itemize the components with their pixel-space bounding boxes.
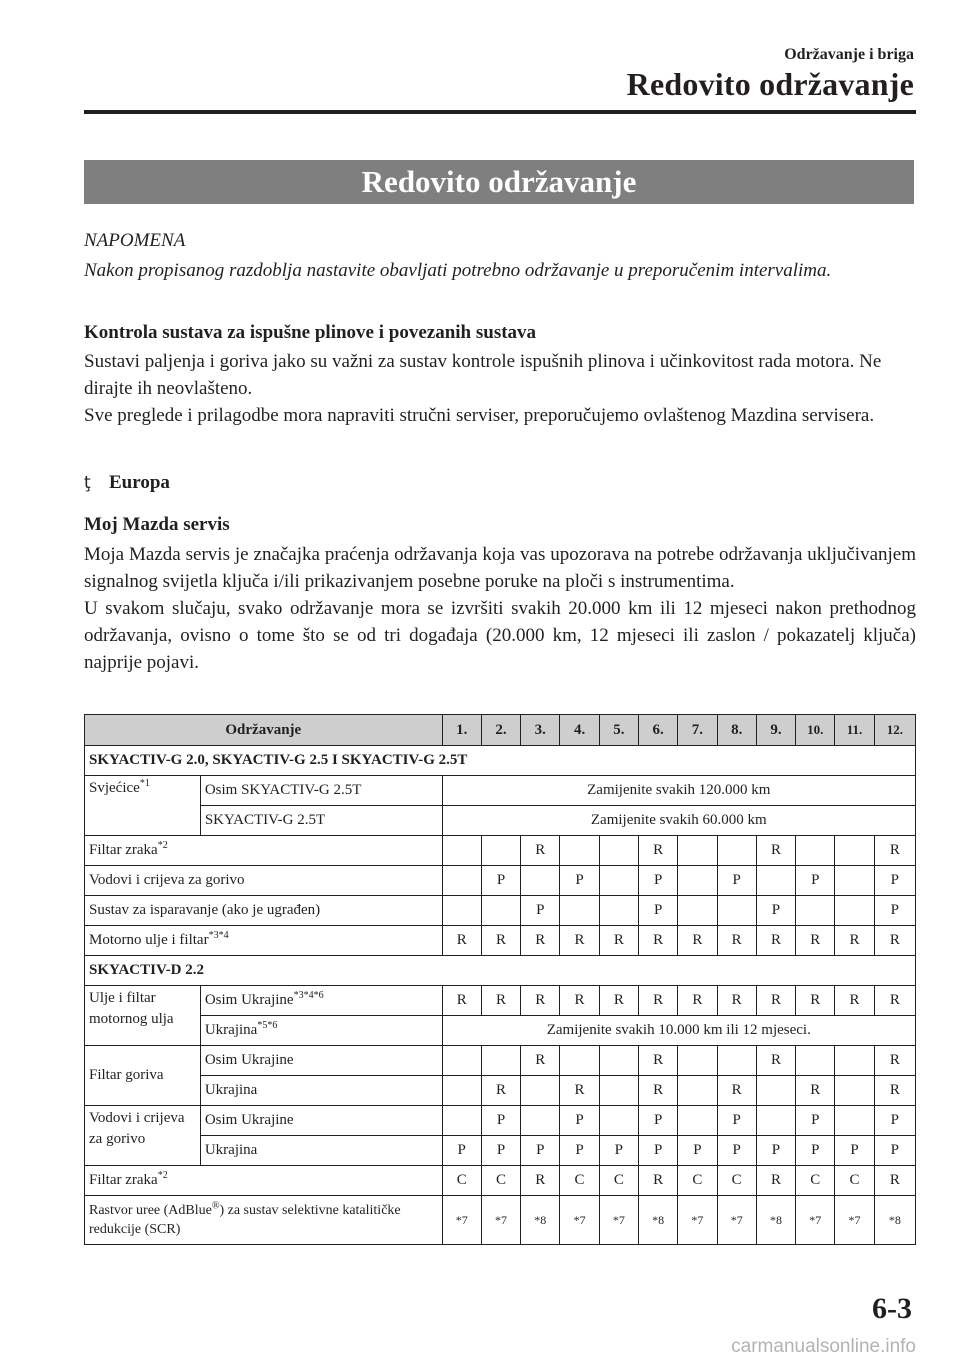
interval-cell: P	[756, 1136, 795, 1166]
interval-cell: R	[521, 986, 560, 1016]
section-row-petrol	[85, 746, 916, 776]
footnote-ref: *5*6	[257, 1020, 278, 1031]
interval-cell	[678, 836, 717, 866]
table-row	[85, 986, 916, 1016]
interval-cell: R	[756, 986, 795, 1016]
interval-cell	[678, 1106, 717, 1136]
interval-cell: R	[599, 986, 638, 1016]
interval-cell: P	[678, 1136, 717, 1166]
interval-cell	[442, 896, 481, 926]
header-interval-9: 9.	[756, 715, 795, 746]
interval-cell: P	[638, 1106, 677, 1136]
moj-mazda-heading: Moj Mazda servis	[84, 514, 230, 535]
interval-cell: R	[560, 1076, 599, 1106]
interval-cell: P	[560, 866, 599, 896]
interval-cell: *7	[717, 1196, 756, 1245]
interval-cell: R	[874, 1046, 915, 1076]
interval-cell: P	[638, 896, 677, 926]
header-interval-4: 4.	[560, 715, 599, 746]
svjecice-text: Svjećice	[89, 780, 140, 796]
interval-cell	[481, 1046, 520, 1076]
svjecice-text-2: Zamijenite svakih 60.000 km	[442, 806, 915, 836]
interval-cell: R	[442, 986, 481, 1016]
interval-cell	[521, 1106, 560, 1136]
interval-cell: C	[560, 1166, 599, 1196]
table-row	[85, 1136, 916, 1166]
header-interval-5: 5.	[599, 715, 638, 746]
interval-cell: *8	[521, 1196, 560, 1245]
interval-cell: R	[521, 836, 560, 866]
europa-heading	[84, 472, 916, 494]
interval-cell	[560, 836, 599, 866]
row-label-text: Motorno ulje i filtar	[89, 932, 209, 948]
interval-cell: C	[442, 1166, 481, 1196]
interval-cell	[560, 1046, 599, 1076]
table-row	[85, 806, 916, 836]
interval-cell: R	[638, 1166, 677, 1196]
filtar-goriva-sub-1: Osim Ukrajine	[200, 1046, 442, 1076]
interval-cell: *8	[874, 1196, 915, 1245]
filtar-zraka-diesel-text: Filtar zraka	[89, 1172, 158, 1188]
interval-cell	[481, 836, 520, 866]
row-label-text: Sustav za isparavanje (ako je ugrađen)	[89, 902, 321, 918]
interval-cell: P	[835, 1136, 874, 1166]
interval-cell: R	[874, 1076, 915, 1106]
footnote-ref: *2	[157, 840, 168, 851]
interval-cell: R	[835, 986, 874, 1016]
interval-cell: P	[874, 896, 915, 926]
adblue-text-b: ) za sustav selektivne katalitičke redukcije (SCR)	[89, 1203, 401, 1237]
interval-cell	[835, 866, 874, 896]
emission-text	[84, 348, 916, 429]
bullet-icon: ţ	[84, 473, 91, 493]
interval-cell: R	[756, 1046, 795, 1076]
petrol-row-label	[85, 896, 443, 926]
interval-cell: *8	[756, 1196, 795, 1245]
interval-cell: *7	[599, 1196, 638, 1245]
interval-cell	[756, 1076, 795, 1106]
interval-cell: *7	[835, 1196, 874, 1245]
emission-paragraph-1: Sustavi paljenja i goriva jako su važni za sustav kontrole ispušnih plinova i učinkovitost rada motora. Ne dirajte ih neovlašteno.	[84, 351, 882, 399]
interval-cell: R	[835, 926, 874, 956]
header-divider	[84, 110, 916, 114]
table-row	[85, 1046, 916, 1076]
interval-cell: P	[560, 1106, 599, 1136]
note-title: NAPOMENA	[84, 230, 186, 251]
table-row	[85, 866, 916, 896]
vodovi-sub-2: Ukrajina	[200, 1136, 442, 1166]
interval-cell	[756, 866, 795, 896]
interval-cell: P	[638, 866, 677, 896]
interval-cell	[599, 866, 638, 896]
moj-mazda-text	[84, 541, 916, 676]
header-interval-12: 12.	[874, 715, 915, 746]
interval-cell: P	[481, 1136, 520, 1166]
ulje-sub-2-text: Ukrajina	[204, 1022, 258, 1038]
interval-cell	[717, 1046, 756, 1076]
page-number: 6-3	[872, 1292, 912, 1325]
interval-cell: R	[638, 1076, 677, 1106]
table-row	[85, 896, 916, 926]
interval-cell: *7	[442, 1196, 481, 1245]
interval-cell	[599, 1076, 638, 1106]
interval-cell	[442, 1076, 481, 1106]
interval-cell: P	[717, 866, 756, 896]
header-interval-6: 6.	[638, 715, 677, 746]
interval-cell	[835, 1106, 874, 1136]
interval-cell: R	[481, 1076, 520, 1106]
ulje-sub-2	[200, 1016, 442, 1046]
adblue-text-a: Rastvor uree (AdBlue	[89, 1203, 212, 1218]
adblue-label	[85, 1196, 443, 1245]
ulje-sub-1	[200, 986, 442, 1016]
interval-cell: R	[717, 1076, 756, 1106]
table-row	[85, 1166, 916, 1196]
interval-cell: P	[521, 1136, 560, 1166]
interval-cell: P	[796, 866, 835, 896]
interval-cell: R	[481, 926, 520, 956]
interval-cell	[835, 836, 874, 866]
interval-cell: R	[599, 926, 638, 956]
interval-cell	[717, 836, 756, 866]
interval-cell: R	[796, 1076, 835, 1106]
interval-cell	[599, 836, 638, 866]
interval-cell	[599, 1046, 638, 1076]
interval-cell: P	[874, 1136, 915, 1166]
moj-mazda-paragraph-1: Moja Mazda servis je značajka praćenja održavanja koja vas upozorava na potrebe održavanja uključivanjem signalnog svijetla ključa i/ili prikazivanjem posebne poruke na ploči s instrumentima.	[84, 544, 916, 592]
section-row-diesel	[85, 956, 916, 986]
interval-cell	[442, 866, 481, 896]
header-interval-3: 3.	[521, 715, 560, 746]
interval-cell	[835, 896, 874, 926]
interval-cell	[796, 836, 835, 866]
footnote-ref: *3*4*6	[293, 990, 324, 1001]
header-interval-2: 2.	[481, 715, 520, 746]
footnote-ref: *1	[139, 778, 150, 789]
interval-cell	[560, 896, 599, 926]
interval-cell: R	[481, 986, 520, 1016]
interval-cell	[678, 1076, 717, 1106]
table-row	[85, 926, 916, 956]
footnote-ref: *2	[157, 1170, 168, 1181]
emission-paragraph-2: Sve preglede i prilagodbe mora napraviti stručni serviser, preporučujemo ovlaštenog Mazdina servisera.	[84, 405, 875, 426]
interval-cell	[442, 1046, 481, 1076]
ulje-label: Ulje i filtar motornog ulja	[85, 986, 201, 1046]
chapter-title: Održavanje i briga	[784, 46, 914, 63]
interval-cell: C	[481, 1166, 520, 1196]
interval-cell: R	[756, 1166, 795, 1196]
interval-cell: R	[560, 986, 599, 1016]
filtar-goriva-label: Filtar goriva	[85, 1046, 201, 1106]
interval-cell: C	[796, 1166, 835, 1196]
interval-cell: R	[638, 926, 677, 956]
table-header-row	[85, 715, 916, 746]
interval-cell: P	[638, 1136, 677, 1166]
header-interval-7: 7.	[678, 715, 717, 746]
interval-cell	[599, 896, 638, 926]
page-title: Redovito održavanje	[626, 66, 914, 102]
table-row	[85, 1196, 916, 1245]
interval-cell	[442, 1106, 481, 1136]
row-label-text: Vodovi i crijeva za gorivo	[89, 872, 245, 888]
interval-cell: C	[835, 1166, 874, 1196]
ulje-sub-1-text: Osim Ukrajine	[204, 992, 294, 1008]
interval-cell: R	[521, 926, 560, 956]
header-maintenance: Održavanje	[85, 715, 443, 746]
row-label-text: Filtar zraka	[89, 842, 158, 858]
interval-cell: P	[521, 896, 560, 926]
interval-cell: *8	[638, 1196, 677, 1245]
interval-cell: R	[756, 836, 795, 866]
emission-heading: Kontrola sustava za ispušne plinove i povezanih sustava	[84, 322, 537, 343]
interval-cell	[796, 896, 835, 926]
ulje-text-2: Zamijenite svakih 10.000 km ili 12 mjeseci.	[442, 1016, 915, 1046]
interval-cell: R	[874, 986, 915, 1016]
interval-cell: P	[874, 1106, 915, 1136]
svjecice-text-1: Zamijenite svakih 120.000 km	[442, 776, 915, 806]
interval-cell: R	[717, 986, 756, 1016]
interval-cell: R	[638, 836, 677, 866]
interval-cell	[442, 836, 481, 866]
interval-cell: R	[874, 926, 915, 956]
interval-cell: P	[481, 1106, 520, 1136]
interval-cell: C	[599, 1166, 638, 1196]
interval-cell	[678, 1046, 717, 1076]
table-row	[85, 1016, 916, 1046]
interval-cell	[599, 1106, 638, 1136]
svjecice-label	[85, 776, 201, 836]
interval-cell	[835, 1076, 874, 1106]
filtar-zraka-diesel-label	[85, 1166, 443, 1196]
interval-cell: R	[560, 926, 599, 956]
table-row	[85, 1106, 916, 1136]
table-row	[85, 836, 916, 866]
petrol-row-label	[85, 926, 443, 956]
interval-cell	[521, 1076, 560, 1106]
watermark: carmanualsonline.info	[731, 1336, 916, 1357]
header-interval-10: 10.	[796, 715, 835, 746]
interval-cell: P	[599, 1136, 638, 1166]
vodovi-sub-1: Osim Ukrajine	[200, 1106, 442, 1136]
interval-cell: R	[756, 926, 795, 956]
interval-cell: C	[717, 1166, 756, 1196]
interval-cell: R	[796, 926, 835, 956]
registered-mark: ®	[211, 1200, 220, 1212]
interval-cell: P	[481, 866, 520, 896]
interval-cell: C	[678, 1166, 717, 1196]
interval-cell: R	[638, 986, 677, 1016]
interval-cell: R	[521, 1046, 560, 1076]
interval-cell: R	[678, 986, 717, 1016]
header-interval-8: 8.	[717, 715, 756, 746]
interval-cell: *7	[796, 1196, 835, 1245]
footnote-ref: *3*4	[208, 930, 229, 941]
interval-cell: *7	[481, 1196, 520, 1245]
table-row	[85, 1076, 916, 1106]
interval-cell: P	[717, 1106, 756, 1136]
petrol-row-label	[85, 836, 443, 866]
interval-cell	[481, 896, 520, 926]
interval-cell	[678, 896, 717, 926]
interval-cell: R	[717, 926, 756, 956]
maintenance-table	[84, 714, 916, 1245]
interval-cell: R	[874, 1166, 915, 1196]
interval-cell: R	[678, 926, 717, 956]
interval-cell: P	[796, 1106, 835, 1136]
section-petrol: SKYACTIV-G 2.0, SKYACTIV-G 2.5 I SKYACTIV-G 2.5T	[85, 746, 916, 776]
interval-cell: P	[874, 866, 915, 896]
header-interval-1: 1.	[442, 715, 481, 746]
interval-cell: *7	[678, 1196, 717, 1245]
interval-cell	[717, 896, 756, 926]
header-interval-11: 11.	[835, 715, 874, 746]
interval-cell: P	[442, 1136, 481, 1166]
europa-label: Europa	[109, 472, 170, 493]
section-diesel: SKYACTIV-D 2.2	[85, 956, 916, 986]
note-text: Nakon propisanog razdoblja nastavite obavljati potrebno održavanje u preporučenim intervalima.	[84, 260, 832, 281]
interval-cell: R	[874, 836, 915, 866]
svjecice-sub-2: SKYACTIV-G 2.5T	[200, 806, 442, 836]
interval-cell: R	[638, 1046, 677, 1076]
interval-cell: P	[796, 1136, 835, 1166]
table-row	[85, 776, 916, 806]
moj-mazda-paragraph-2: U svakom slučaju, svako održavanje mora se izvršiti svakih 20.000 km ili 12 mjeseci nakon prethodnog održavanja, ovisno o tome što se od tri događaja (20.000 km, 12 mjeseci ili zaslon / pokazatelj ključa) najprije pojavi.	[84, 598, 916, 673]
interval-cell: R	[521, 1166, 560, 1196]
filtar-goriva-sub-2: Ukrajina	[200, 1076, 442, 1106]
interval-cell	[796, 1046, 835, 1076]
interval-cell: P	[717, 1136, 756, 1166]
interval-cell	[756, 1106, 795, 1136]
svjecice-sub-1: Osim SKYACTIV-G 2.5T	[200, 776, 442, 806]
vodovi-label: Vodovi i crijeva za gorivo	[85, 1106, 201, 1166]
petrol-row-label	[85, 866, 443, 896]
interval-cell	[678, 866, 717, 896]
interval-cell: P	[756, 896, 795, 926]
interval-cell	[835, 1046, 874, 1076]
interval-cell: P	[560, 1136, 599, 1166]
interval-cell: R	[796, 986, 835, 1016]
section-title-bar: Redovito održavanje	[84, 160, 914, 204]
interval-cell: R	[442, 926, 481, 956]
interval-cell: *7	[560, 1196, 599, 1245]
interval-cell	[521, 866, 560, 896]
